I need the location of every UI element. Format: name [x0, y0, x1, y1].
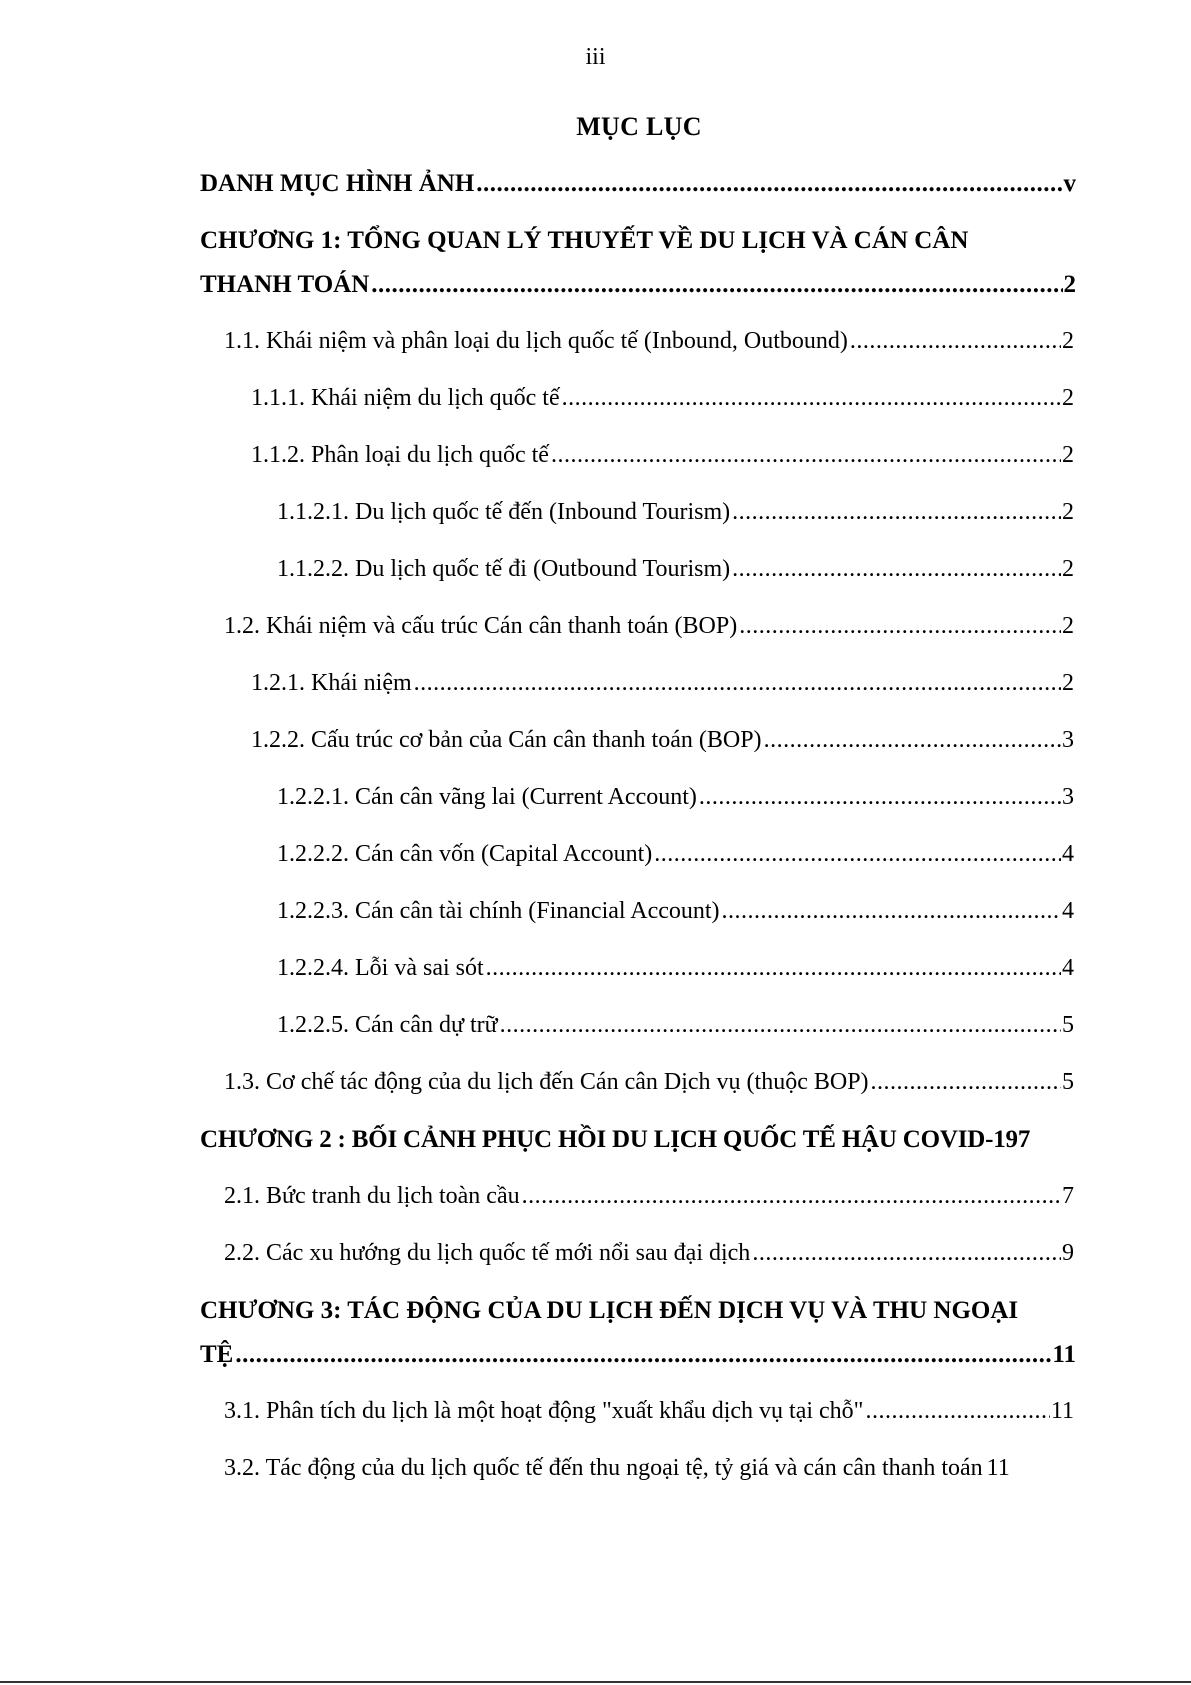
- toc-entry-text: DANH MỤC HÌNH ẢNH: [200, 170, 475, 197]
- toc-entry-page: 2: [1062, 385, 1074, 411]
- leader-dots: [414, 670, 1061, 697]
- toc-entry-3-1[interactable]: [224, 1398, 1074, 1425]
- toc-entry-1-2-2[interactable]: [251, 727, 1074, 754]
- toc-entry-page: 2: [1062, 499, 1074, 525]
- toc-entry-text: 2.2. Các xu hướng du lịch quốc tế mới nổi sau đại dịch: [224, 1240, 751, 1266]
- page-number: iii: [585, 44, 606, 70]
- leader-dots: [235, 1341, 1051, 1369]
- toc-entry-danh-muc-hinh-anh[interactable]: [200, 170, 1076, 198]
- toc-entry-text: 1.2.2.5. Cán cân dự trữ: [277, 1012, 498, 1038]
- toc-entry-text: 1.2.1. Khái niệm: [251, 670, 412, 696]
- toc-entry-1-1-2-1[interactable]: [277, 499, 1074, 526]
- toc-entry-page: 11: [986, 1455, 1010, 1481]
- toc-entry-2-2[interactable]: [224, 1240, 1074, 1267]
- toc-entry-text: 1.2.2.3. Cán cân tài chính (Financial Account): [277, 898, 720, 924]
- toc-entry-page: 7: [1017, 1126, 1031, 1153]
- toc-entry-1-1[interactable]: [224, 328, 1074, 355]
- toc-entry-2-1[interactable]: [224, 1183, 1074, 1210]
- toc-entry-text: THANH TOÁN: [200, 271, 370, 298]
- toc-entry-page: 2: [1063, 271, 1076, 298]
- toc-chapter-1-line1: CHƯƠNG 1: TỔNG QUAN LÝ THUYẾT VỀ DU LỊCH VÀ CÁN CÂN: [200, 227, 969, 254]
- leader-dots: [752, 1240, 1061, 1267]
- toc-entry-1-2-1[interactable]: [251, 670, 1074, 697]
- toc-entry-text: 1.2.2. Cấu trúc cơ bản của Cán cân thanh toán (BOP): [251, 727, 762, 753]
- toc-entry-page: 2: [1062, 613, 1074, 639]
- toc-entry-page: v: [1063, 170, 1076, 197]
- toc-entry-page: 5: [1062, 1012, 1074, 1038]
- leader-dots: [500, 1012, 1061, 1039]
- toc-entry-text: TỆ: [200, 1341, 234, 1368]
- toc-entry-text: 1.1.1. Khái niệm du lịch quốc tế: [251, 385, 560, 411]
- toc-entry-text: 1.1.2.2. Du lịch quốc tế đi (Outbound Tourism): [277, 556, 731, 582]
- leader-dots: [476, 170, 1062, 198]
- toc-entry-page: 5: [1062, 1069, 1074, 1095]
- toc-entry-1-2[interactable]: [224, 613, 1074, 640]
- toc-entry-page: 9: [1062, 1240, 1074, 1266]
- toc-entry-chapter-2[interactable]: [200, 1126, 1076, 1154]
- toc-entry-text: 1.3. Cơ chế tác động của du lịch đến Cán cân Dịch vụ (thuộc BOP): [224, 1069, 869, 1095]
- leader-dots: [551, 442, 1061, 469]
- toc-entry-page: 2: [1062, 328, 1074, 354]
- toc-entry-text: 1.1.2.1. Du lịch quốc tế đến (Inbound Tourism): [277, 499, 731, 525]
- toc-entry-text: 1.2.2.1. Cán cân vãng lai (Current Account): [277, 784, 697, 810]
- toc-entry-page: 11: [1050, 1398, 1074, 1424]
- toc-entry-page: 4: [1062, 898, 1074, 924]
- toc-entry-text: 1.1.2. Phân loại du lịch quốc tế: [251, 442, 549, 468]
- leader-dots: [732, 556, 1061, 583]
- leader-dots: [654, 841, 1061, 868]
- toc-title: MỤC LỤC: [576, 112, 702, 141]
- leader-dots: [871, 1069, 1061, 1096]
- toc-entry-text: 1.2. Khái niệm và cấu trúc Cán cân thanh toán (BOP): [224, 613, 738, 639]
- toc-entry-1-1-2-2[interactable]: [277, 556, 1074, 583]
- toc-entry-page: 7: [1062, 1183, 1074, 1209]
- toc-entry-text: CHƯƠNG 2 : BỐI CẢNH PHỤC HỒI DU LỊCH QUỐC TẾ HẬU COVID-19: [200, 1126, 1018, 1153]
- toc-entry-page: 2: [1062, 442, 1074, 468]
- leader-dots: [371, 271, 1062, 299]
- toc-entry-1-2-2-5[interactable]: [277, 1012, 1074, 1039]
- toc-entry-chapter-1[interactable]: [200, 271, 1076, 299]
- toc-entry-3-2[interactable]: [224, 1455, 1074, 1482]
- toc-entry-1-2-2-4[interactable]: [277, 955, 1074, 982]
- leader-dots: [739, 613, 1061, 640]
- toc-entry-chapter-3[interactable]: [200, 1341, 1076, 1369]
- leader-dots: [764, 727, 1061, 754]
- toc-entry-page: 3: [1062, 784, 1074, 810]
- toc-entry-page: 4: [1062, 841, 1074, 867]
- toc-entry-text: 1.1. Khái niệm và phân loại du lịch quốc tế (Inbound, Outbound): [224, 328, 848, 354]
- leader-dots: [522, 1183, 1061, 1210]
- toc-entry-1-2-2-2[interactable]: [277, 841, 1074, 868]
- toc-entry-1-2-2-3[interactable]: [277, 898, 1074, 925]
- page-bottom-edge: [0, 1681, 1191, 1683]
- toc-entry-text: 1.2.2.4. Lỗi và sai sót: [277, 955, 484, 981]
- toc-chapter-3-line1: CHƯƠNG 3: TÁC ĐỘNG CỦA DU LỊCH ĐẾN DỊCH VỤ VÀ THU NGOẠI: [200, 1297, 1019, 1324]
- toc-entry-page: 3: [1062, 727, 1074, 753]
- toc-entry-1-1-1[interactable]: [251, 385, 1074, 412]
- toc-entry-page: 4: [1062, 955, 1074, 981]
- leader-dots: [699, 784, 1061, 811]
- leader-dots: [722, 898, 1061, 925]
- leader-dots: [562, 385, 1061, 412]
- leader-dots: [732, 499, 1061, 526]
- toc-entry-1-3[interactable]: [224, 1069, 1074, 1096]
- toc-entry-1-1-2[interactable]: [251, 442, 1074, 469]
- toc-entry-page: 11: [1052, 1341, 1076, 1368]
- toc-entry-text: 3.1. Phân tích du lịch là một hoạt động "xuất khẩu dịch vụ tại chỗ": [224, 1398, 864, 1424]
- toc-entry-text: 2.1. Bức tranh du lịch toàn cầu: [224, 1183, 520, 1209]
- leader-dots: [865, 1398, 1049, 1425]
- toc-entry-1-2-2-1[interactable]: [277, 784, 1074, 811]
- toc-entry-page: 2: [1062, 556, 1074, 582]
- toc-entry-text: 3.2. Tác động của du lịch quốc tế đến thu ngoại tệ, tỷ giá và cán cân thanh toán: [224, 1455, 983, 1481]
- toc-entry-page: 2: [1062, 670, 1074, 696]
- leader-dots: [486, 955, 1061, 982]
- toc-entry-text: 1.2.2.2. Cán cân vốn (Capital Account): [277, 841, 653, 867]
- leader-dots: [850, 328, 1061, 355]
